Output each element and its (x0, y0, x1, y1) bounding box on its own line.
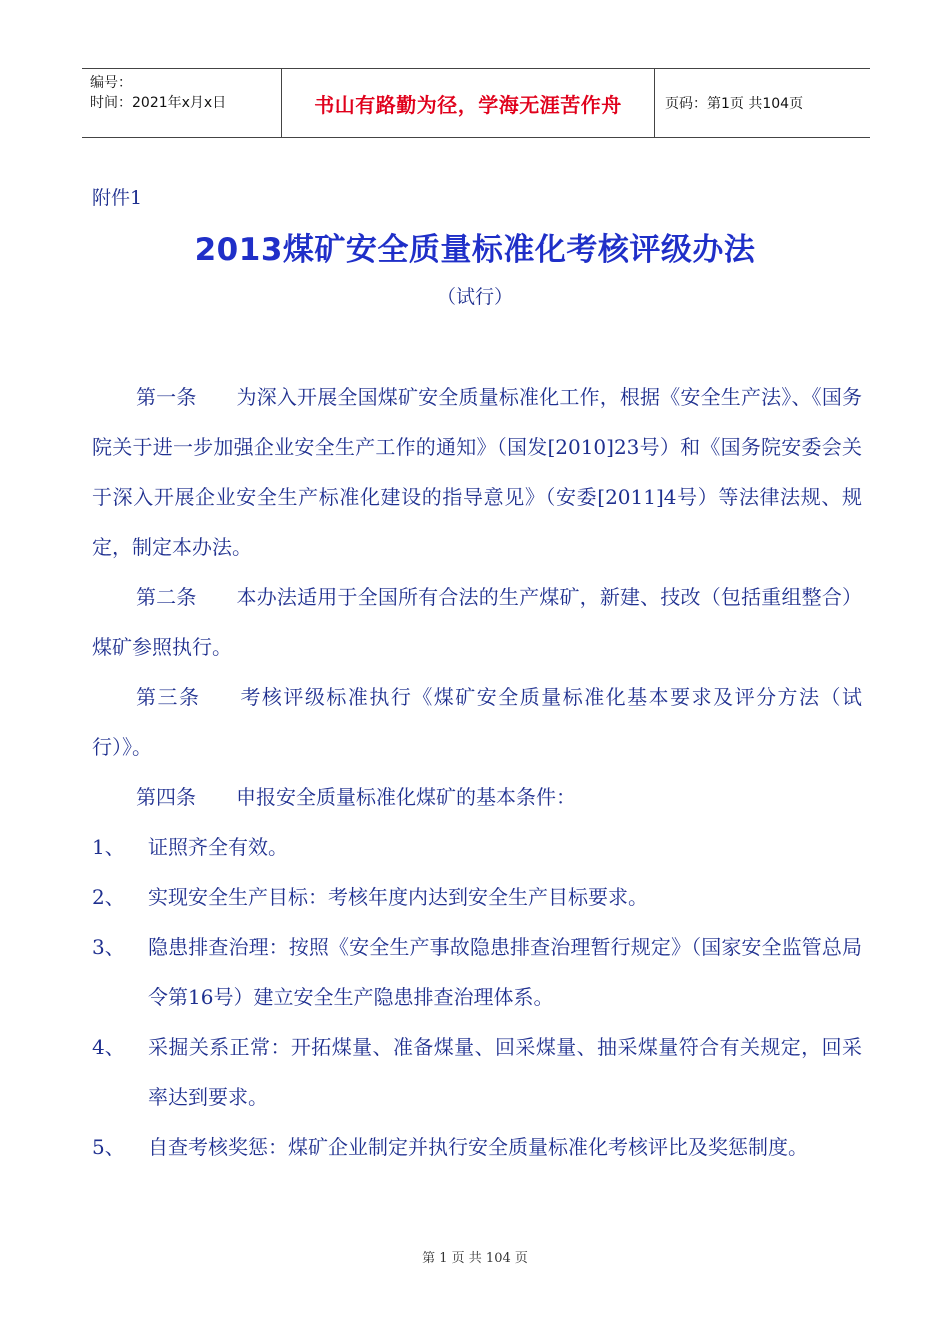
list-item-text: 实现安全生产目标：考核年度内达到安全生产目标要求。 (148, 885, 648, 909)
list-item-text: 采掘关系正常：开拓煤量、准备煤量、回采煤量、抽采煤量符合有关规定，回采率达到要求。 (148, 1035, 862, 1109)
list-item-text: 隐患排查治理：按照《安全生产事故隐患排查治理暂行规定》（国家安全监管总局令第16号）建立安全生产隐患排查治理体系。 (148, 935, 862, 1009)
list-item-number: 5、 (92, 1135, 125, 1159)
article-text: 考核评级标准执行《煤矿安全质量标准化基本要求及评分方法（试行）》。 (92, 685, 863, 759)
header-motto: 书山有路勤为径，学海无涯苦作舟 (282, 69, 655, 137)
article-3 (92, 672, 862, 772)
article-4 (92, 772, 862, 822)
article-number: 第三条 (136, 685, 201, 709)
list-item (92, 922, 862, 1022)
article-text: 为深入开展全国煤矿安全质量标准化工作，根据《安全生产法》、《国务院关于进一步加强企业安全生产工作的通知》（国发[2010]23号）和《国务院安委会关于深入开展企业安全生产标准化建设的指导意见》（安委[2011]4号）等法律法规、规定，制定本办法。 (92, 385, 863, 559)
header-meta (82, 69, 282, 137)
article-number: 第二条 (136, 585, 197, 609)
list-item-number: 4、 (92, 1035, 125, 1059)
list-item-text: 证照齐全有效。 (148, 835, 288, 859)
header-page-info: 页码：第1页 共104页 (665, 96, 804, 112)
document-subtitle: （试行） (436, 286, 513, 308)
article-number: 第四条 (136, 785, 196, 809)
attachment-label: 附件1 (92, 187, 143, 209)
code-label: 编号： (90, 75, 132, 91)
list-item-number: 3、 (92, 935, 125, 959)
list-item-number: 1、 (92, 835, 125, 859)
list-item (92, 1122, 862, 1172)
page-footer: 第 1 页 共 104 页 (422, 1251, 528, 1266)
article-1 (92, 372, 862, 572)
page-header (82, 68, 870, 138)
list-item-number: 2、 (92, 885, 125, 909)
article-2 (92, 572, 862, 672)
list-item-text: 自查考核奖惩：煤矿企业制定并执行安全质量标准化考核评比及奖惩制度。 (148, 1135, 808, 1159)
document-title: 2013煤矿安全质量标准化考核评级办法 (194, 232, 756, 268)
article-text: 本办法适用于全国所有合法的生产煤矿，新建、技改（包括重组整合）煤矿参照执行。 (92, 585, 863, 659)
list-item (92, 872, 862, 922)
document-body (92, 372, 862, 1172)
list-item (92, 822, 862, 872)
article-text: 申报安全质量标准化煤矿的基本条件： (236, 785, 576, 809)
list-item (92, 1022, 862, 1122)
article-number: 第一条 (136, 385, 197, 409)
date-line: 时间：2021年x月x日 (90, 95, 227, 111)
